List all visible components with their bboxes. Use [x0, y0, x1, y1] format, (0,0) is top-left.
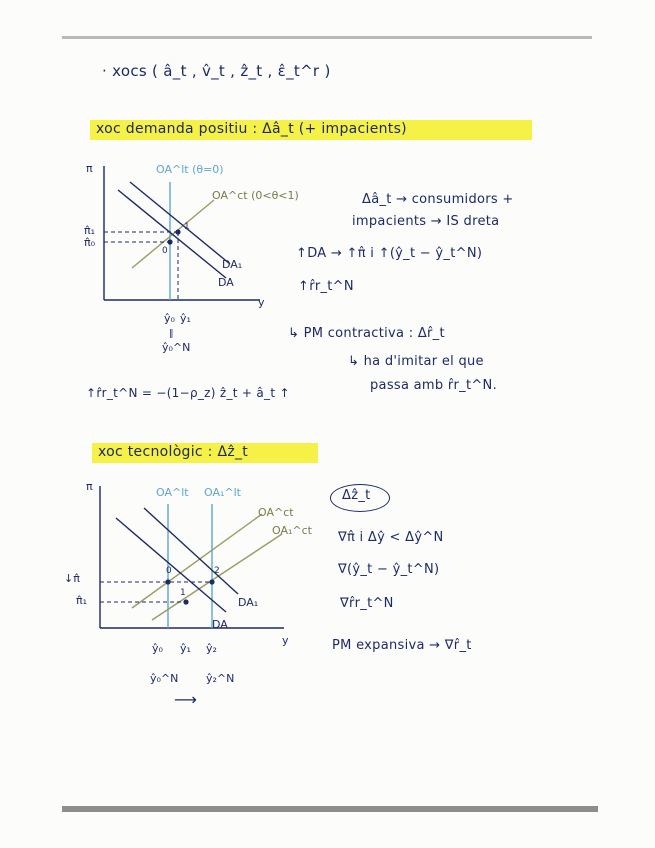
graph1-yN-label: ŷ₀^N [162, 341, 191, 354]
graph1-y1-label: ŷ₁ [180, 312, 191, 325]
equilibrium-1 [175, 229, 180, 234]
equilibrium-0 [167, 239, 172, 244]
graph1-y-axis-label: y [258, 296, 265, 309]
graph2-da1-label: DA₁ [238, 596, 259, 609]
graph1-da-label: DA [218, 276, 234, 289]
graph1-point-1: 1 [184, 222, 190, 232]
oa-ct-line [132, 514, 262, 608]
s1-note-7: passa amb r̂r_t^N. [370, 378, 498, 393]
section1-title: xoc demanda positiu : Δâ_t (+ impacients) [96, 121, 407, 137]
s1-note-6: ↳ ha d'imitar el que [348, 354, 484, 369]
graph1-oa-lt-label: OA^lt (θ=0) [156, 163, 224, 176]
s1-note-4: ↑r̂r_t^N [298, 279, 354, 294]
page-bottom-edge [62, 806, 598, 812]
graph1-pi1-label: π̂₁ [84, 224, 96, 237]
equilibrium-2 [209, 579, 214, 584]
graph2-y2N-label: ŷ₂^N [206, 672, 235, 685]
graph2-y2-label: ŷ₂ [206, 642, 217, 655]
s2-note-2: ∇π̂ i Δŷ < Δŷ^N [338, 530, 444, 545]
header-shocks: · xocs ( â_t , v̂_t , ẑ_t , ε̂_t^r ) [102, 62, 331, 80]
section2-title: xoc tecnològic : Δẑ_t [98, 444, 249, 460]
s1-note-3: ↑DA → ↑π̂ i ↑(ŷ_t − ŷ_t^N) [296, 246, 483, 261]
graph2-y1-label: ŷ₁ [180, 642, 191, 655]
s1-note-1: Δâ_t → consumidors + [362, 192, 514, 207]
s2-note-3: ∇(ŷ_t − ŷ_t^N) [338, 562, 440, 577]
graph2-oa-lt-label: OA^lt [156, 486, 189, 499]
graph-tech-shock [78, 478, 298, 638]
graph2-y0-label: ŷ₀ [152, 642, 163, 655]
graph-demand-shock [80, 160, 280, 330]
graph2-oa1-lt-label: OA₁^lt [204, 486, 241, 499]
s2-note-5: PM expansiva → ∇r̂_t [332, 638, 472, 653]
graph2-point-1: 1 [180, 588, 186, 598]
equilibrium-1 [183, 599, 188, 604]
graph1-oa-ct-label: OA^ct (0<θ<1) [212, 189, 299, 202]
graph2-oa1-ct-label: OA₁^ct [272, 524, 312, 537]
equilibrium-0 [165, 579, 170, 584]
da1-line [144, 508, 238, 594]
graph1-pi-axis-label: π [86, 162, 93, 175]
graph2-y0N-label: ŷ₀^N [150, 672, 179, 685]
rr-natural-formula: ↑r̂r_t^N = −(1−ρ_z) ẑ_t + â_t ↑ [86, 386, 290, 400]
page-top-edge [62, 36, 592, 39]
graph2-da-label: DA [212, 618, 228, 631]
graph1-y-equal: ‖ [169, 329, 174, 339]
s1-note-2: impacients → IS dreta [352, 214, 500, 229]
graph2-oa-ct-label: OA^ct [258, 506, 294, 519]
graph2-pi1-label: π̂₁ [76, 594, 88, 607]
graph1-pi0-label: π̂₀ [84, 236, 96, 249]
graph2-shift-arrow: ⟶ [174, 690, 197, 709]
graph1-y0-label: ŷ₀ [164, 312, 175, 325]
graph2-y-axis-label: y [282, 634, 289, 647]
graph2-pi-label: ↓π̂ [64, 572, 80, 585]
s2-note-4: ∇r̂r_t^N [340, 596, 394, 611]
graph2-point-2: 2 [214, 566, 220, 576]
graph1-point-0: 0 [162, 246, 168, 256]
graph1-da1-label: DA₁ [222, 258, 243, 271]
s1-note-5: ↳ PM contractiva : Δr̂_t [288, 326, 445, 341]
graph2-pi-axis-label: π [86, 480, 93, 493]
graph2-point-0: 0 [166, 566, 172, 576]
s2-note-1: Δẑ_t [342, 488, 371, 503]
